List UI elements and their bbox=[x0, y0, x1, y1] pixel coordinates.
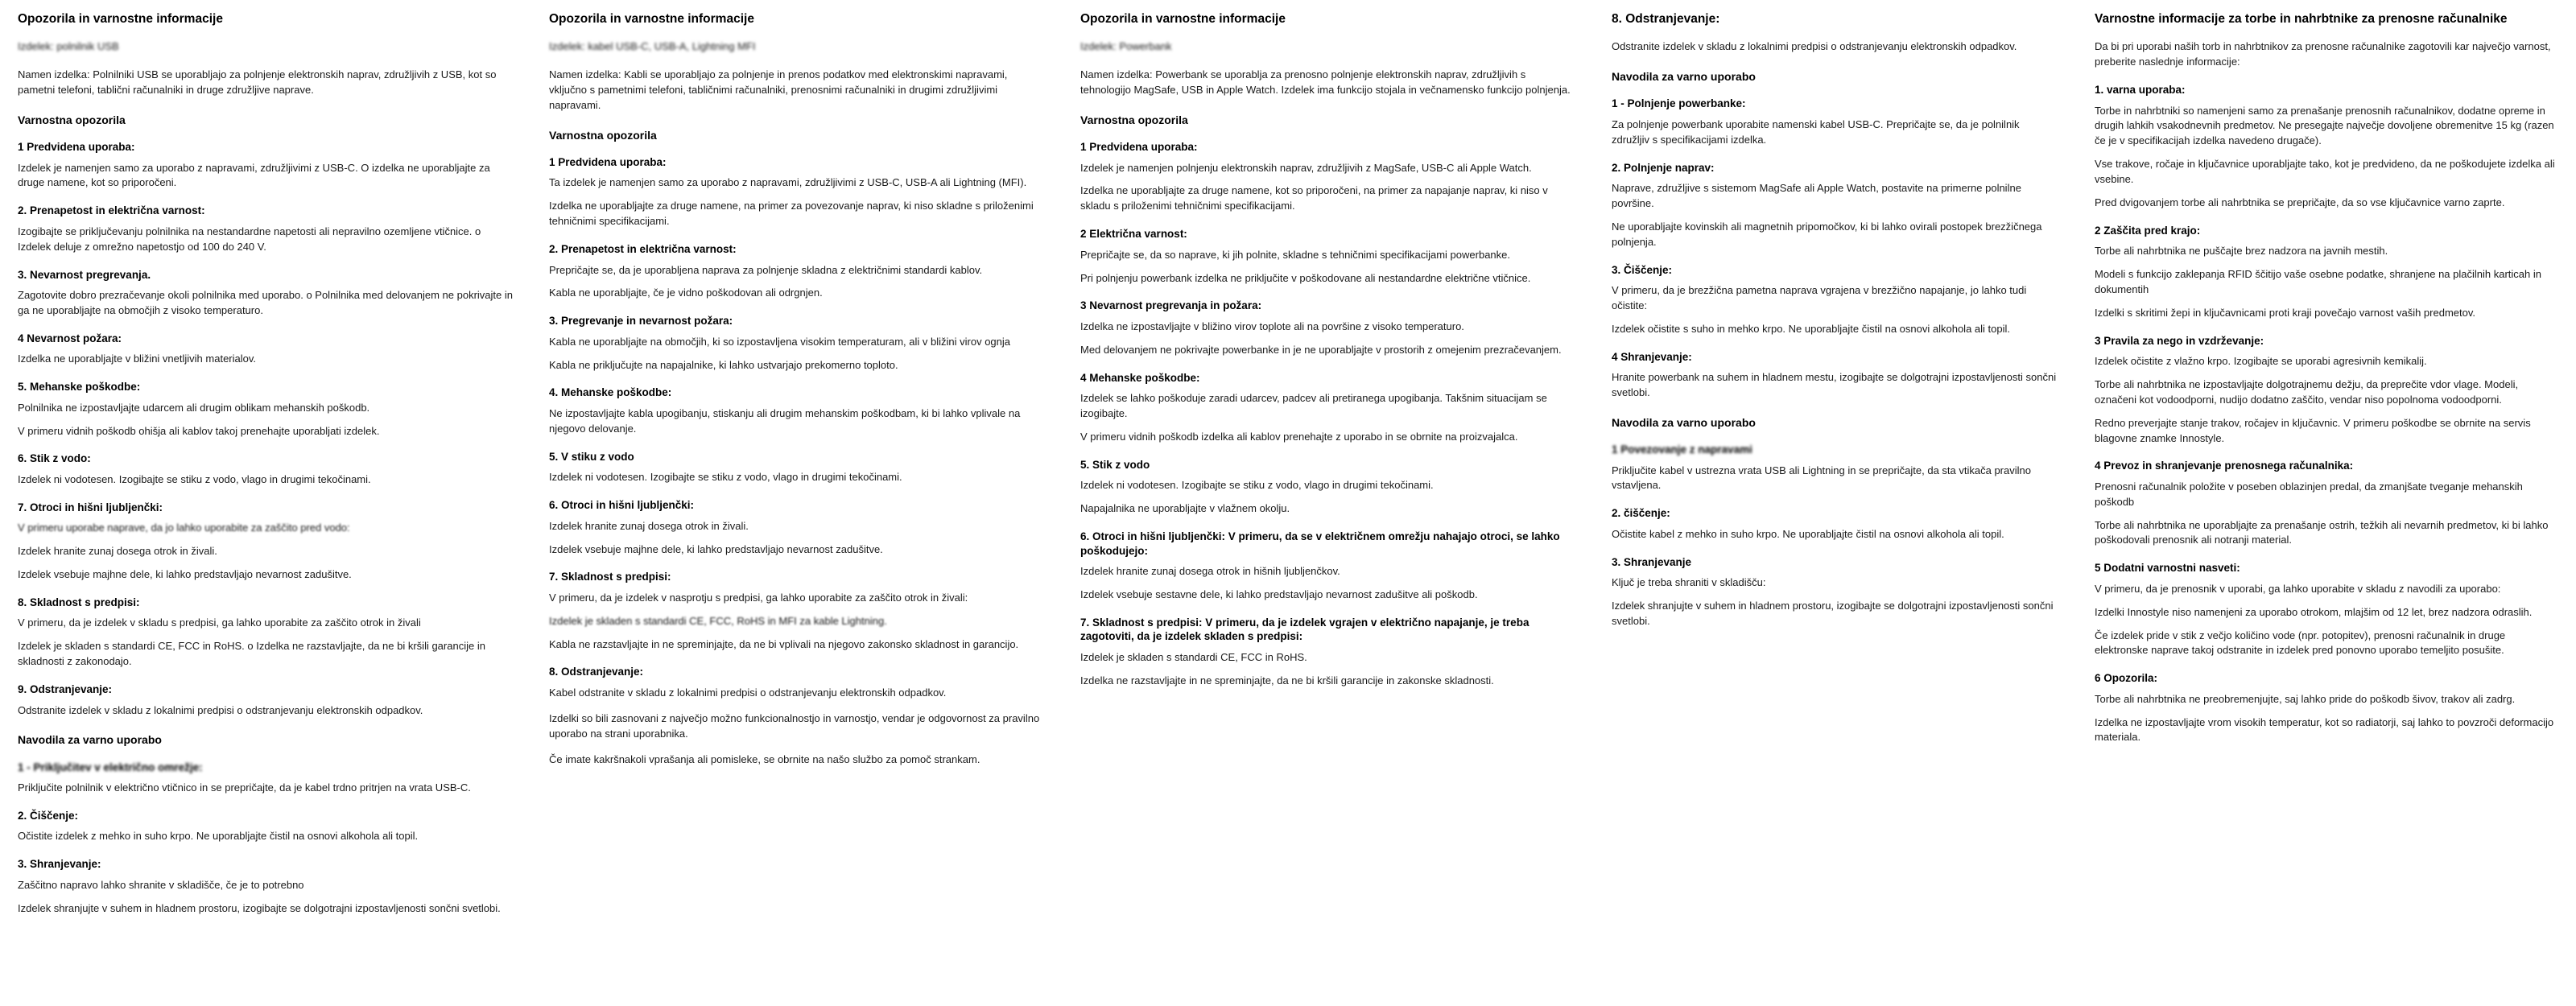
paragraph: Za polnjenje powerbank uporabite namenski kabel USB-C. Prepričajte se, da je polnilnik združljiv s specifikacijami izdelka. bbox=[1612, 118, 2020, 146]
column-title: Varnostne informacije za torbe in nahrbtnike za prenosne računalnike bbox=[2095, 12, 2508, 26]
paragraph: Izdelek shranjujte v suhem in hladnem prostoru, izogibajte se dolgotrajni izpostavljenosti sončni svetlobi. bbox=[1612, 600, 2054, 627]
item-title: 8. Skladnost s predpisi: bbox=[18, 596, 140, 608]
item-title: 1 Predvidena uporaba: bbox=[549, 155, 667, 168]
item-title: 4 Prevoz in shranjevanje prenosnega računalnika: bbox=[2095, 460, 2354, 472]
item-title: 3 Pravila za nego in vzdrževanje: bbox=[2095, 334, 2264, 347]
paragraph: Prenosni računalnik položite v poseben oblazinjen predal, da zmanjšate tveganje mehanskih poškodb bbox=[2095, 480, 2523, 508]
item-title: 6 Opozorila: bbox=[2095, 672, 2158, 685]
paragraph: Izdelek je skladen s standardi CE, FCC in RoHS. bbox=[1080, 650, 1307, 663]
paragraph: Izdelek hranite zunaj dosega otrok in hišnih ljubljenčkov. bbox=[1080, 565, 1340, 578]
item-title: 6. Otroci in hišni ljubljenčki: bbox=[549, 499, 695, 512]
subsection-title: Navodila za varno uporabo bbox=[1612, 415, 1756, 429]
subsection-title: Varnostna opozorila bbox=[18, 113, 126, 126]
paragraph: Modeli s funkcijo zaklepanja RFID ščitijo vaše osebne podatke, shranjene na plačilnih karticah in dokumentih bbox=[2095, 268, 2541, 295]
column-powerbank-continued bbox=[1594, 11, 2077, 1006]
paragraph: Izdelek vsebuje sestavne dele, ki lahko predstavljajo nevarnost zadušitve ali poškodb. bbox=[1080, 588, 1478, 600]
paragraph: Izdelek je skladen s standardi CE, FCC, RoHS in MFI za kable Lightning. bbox=[549, 614, 887, 627]
paragraph: Izdelek ni vodotesen. Izogibajte se stiku z vodo, vlago in drugimi tekočinami. bbox=[18, 472, 371, 485]
paragraph: Napajalnika ne uporabljajte v vlažnem okolju. bbox=[1080, 502, 1290, 515]
paragraph: Vse trakove, ročaje in ključavnice uporabljajte tako, kot je predvideno, da ne poškodujete izdelka ali vsebine. bbox=[2095, 158, 2555, 185]
paragraph: Kabla ne priključujte na napajalnike, ki lahko ustvarjajo prekomerno toploto. bbox=[549, 358, 898, 371]
column-title: Opozorila in varnostne informacije bbox=[18, 12, 223, 26]
item-title: 3. Nevarnost pregrevanja. bbox=[18, 268, 151, 281]
paragraph: Naprave, združljive s sistemom MagSafe ali Apple Watch, postavite na primerne polnilne površine. bbox=[1612, 182, 2021, 210]
item-title: 1 - Priključitev v električno omrežje: bbox=[18, 761, 203, 773]
item-title: 4 Mehanske poškodbe: bbox=[1080, 371, 1200, 384]
paragraph: V primeru, da je brezžična pametna naprava vgrajena v brezžično napajanje, jo lahko tudi očistite: bbox=[1612, 284, 2027, 311]
item-title: 3. Shranjevanje: bbox=[18, 858, 101, 871]
item-title: 9. Odstranjevanje: bbox=[18, 682, 113, 695]
paragraph: Očistite kabel z mehko in suho krpo. Ne uporabljajte čistil na osnovi alkohola ali topil. bbox=[1612, 527, 2004, 540]
paragraph: Med delovanjem ne pokrivajte powerbanke in je ne uporabljajte v prostorih z omejenim prezračevanjem. bbox=[1080, 343, 1562, 356]
paragraph: V primeru uporabe naprave, da jo lahko uporabite za zaščito pred vodo: bbox=[18, 522, 350, 534]
item-title: 2. Prenapetost in električna varnost: bbox=[18, 204, 205, 217]
paragraph: Izdelki so bili zasnovani z največjo možno funkcionalnostjo in varnostjo, vendar je odgovornost za pravilno uporabo na strani uporabnika. bbox=[549, 711, 1040, 740]
item-title: 4. Mehanske poškodbe: bbox=[549, 386, 672, 399]
paragraph: Torbe ali nahrbtnika ne izpostavljajte dolgotrajnemu dežju, da preprečite vdor vlage. Modeli, označeni kot vodoodporni, nudijo dodatno zaščito, vendar niso popolnoma vodoodporni. bbox=[2095, 377, 2519, 406]
paragraph: Zagotovite dobro prezračevanje okoli polnilnika med uporabo. o Polnilnika med delovanjem ne pokrivajte in ga ne uporabljajte na območjih z visoko temperaturo. bbox=[18, 289, 513, 316]
item-title: 8. Odstranjevanje: bbox=[549, 666, 644, 678]
item-title: 1 Predvidena uporaba: bbox=[18, 141, 135, 154]
paragraph: Izdelek se lahko poškoduje zaradi udarcev, padcev ali pretiranega upogibanja. Takšnim situacijam se izogibajte. bbox=[1080, 392, 1547, 420]
paragraph: Izdelek ni vodotesen. Izogibajte se stiku z vodo, vlago in drugimi tekočinami. bbox=[1080, 479, 1434, 492]
paragraph: Namen izdelka: Polnilniki USB se uporabljajo za polnjenje elektronskih naprav, združljivih z USB, kot so pametni telefoni, tablični računalniki in druge združljive naprave. bbox=[18, 68, 497, 97]
column-body bbox=[18, 39, 514, 916]
item-title: 3 Nevarnost pregrevanja in požara: bbox=[1080, 299, 1262, 312]
paragraph: Polnilnika ne izpostavljajte udarcem ali drugim oblikam mehanskih poškodb. bbox=[18, 401, 370, 414]
paragraph: Namen izdelka: Kabli se uporabljajo za polnjenje in prenos podatkov med elektronskimi napravami, vključno s pametnimi telefoni, tabličnimi računalniki, prenosnimi računalniki in drugimi združljivimi napravami. bbox=[549, 68, 1008, 111]
paragraph: Torbe ali nahrbtnika ne puščajte brez nadzora na javnih mestih. bbox=[2095, 245, 2388, 258]
item-title: 5. Mehanske poškodbe: bbox=[18, 381, 141, 394]
column-cable bbox=[531, 11, 1063, 1006]
item-title: 1 Predvidena uporaba: bbox=[1080, 141, 1198, 154]
column-charger bbox=[0, 11, 531, 1006]
column-title: Opozorila in varnostne informacije bbox=[549, 12, 754, 26]
paragraph: Izdelka ne uporabljajte za druge namene, na primer za povezovanje naprav, ki niso skladne s priloženimi tehničnimi specifikacijami. bbox=[549, 200, 1034, 228]
column-body bbox=[1612, 39, 2059, 629]
paragraph: Priključite kabel v ustrezna vrata USB ali Lightning in se prepričajte, da sta vtikača pravilno vstavljena. bbox=[1612, 464, 2031, 492]
product-line: Izdelek: Powerbank bbox=[1080, 40, 1172, 53]
paragraph: Ne izpostavljajte kabla upogibanju, stiskanju ali drugim mehanskim poškodbam, ki bi lahko vplivale na njegovo delovanje. bbox=[549, 407, 1021, 435]
paragraph: Kabel odstranite v skladu z lokalnimi predpisi o odstranjevanju elektronskih odpadkov. bbox=[549, 686, 947, 699]
paragraph: Prepričajte se, da je uporabljena naprava za polnjenje skladna z električnimi standardi kablov. bbox=[549, 263, 983, 276]
item-title: 5 Dodatni varnostni nasveti: bbox=[2095, 562, 2240, 575]
paragraph: Izdelek vsebuje majhne dele, ki lahko predstavljajo nevarnost zadušitve. bbox=[18, 568, 352, 581]
paragraph: Pri polnjenju powerbank izdelka ne priključite v poškodovane ali nestandardne električne vtičnice. bbox=[1080, 271, 1531, 284]
paragraph: Priključite polnilnik v električno vtičnico in se prepričajte, da je kabel trdno pritrjen na vrata USB-C. bbox=[18, 781, 471, 794]
paragraph: Izdelka ne razstavljajte in ne spreminjajte, da ne bi kršili garancije in zakonske skladnosti. bbox=[1080, 674, 1494, 686]
paragraph: Če imate kakršnakoli vprašanja ali pomisleke, se obrnite na našo službo za pomoč strankam. bbox=[549, 752, 980, 765]
paragraph: Izdelek shranjujte v suhem in hladnem prostoru, izogibajte se dolgotrajni izpostavljenosti sončni svetlobi. bbox=[18, 901, 501, 914]
paragraph: Kabla ne razstavljajte in ne spreminjajte, da ne bi vplivali na njegovo zakonsko skladnost in garancijo. bbox=[549, 637, 1019, 650]
item-title: 1. varna uporaba: bbox=[2095, 84, 2186, 97]
item-title: 2. Prenapetost in električna varnost: bbox=[549, 243, 737, 256]
paragraph: Izogibajte se priključevanju polnilnika na nestandardne napetosti ali nepravilno ozemljene vtičnice. o Izdelek deluje z omrežno napetostjo od 100 do 240 V. bbox=[18, 225, 481, 253]
paragraph: V primeru vidnih poškodb izdelka ali kablov prenehajte z uporabo in se obrnite na proizvajalca. bbox=[1080, 430, 1518, 443]
paragraph: Izdelek vsebuje majhne dele, ki lahko predstavljajo nevarnost zadušitve. bbox=[549, 542, 883, 555]
column-title: Opozorila in varnostne informacije bbox=[1080, 12, 1286, 26]
paragraph: Namen izdelka: Powerbank se uporablja za prenosno polnjenje elektronskih naprav, združljivih s tehnologijo MagSafe, USB in Apple Watch. Izdelek ima funkcijo stojala in večnamensko funkcijo polnjenja. bbox=[1080, 68, 1571, 97]
paragraph: Če izdelek pride v stik z večjo količino vode (npr. potopitev), prenosni računalnik in druge elektronske naprave takoj odstranite in izdelek pred ponovno uporabo temeljito posušite. bbox=[2095, 629, 2506, 657]
item-title: 7. Skladnost s predpisi: V primeru, da je izdelek vgrajen v električno napajanje, je treba zagotoviti, da je izdelek skladen s predpisi: bbox=[1080, 616, 1530, 643]
paragraph: Torbe ali nahrbtnika ne preobremenjujte, saj lahko pride do poškodb šivov, trakov ali zadrg. bbox=[2095, 692, 2516, 705]
product-line: Izdelek: polnilnik USB bbox=[18, 40, 119, 53]
paragraph: Izdelka ne uporabljajte v bližini vnetljivih materialov. bbox=[18, 353, 257, 365]
item-title: 6. Stik z vodo: bbox=[18, 452, 91, 465]
column-title: 8. Odstranjevanje: bbox=[1612, 12, 1720, 26]
paragraph: Izdelek je skladen s standardi CE, FCC in RoHS. o Izdelka ne razstavljajte, da ne bi kršili garancije in skladnosti z zakonodajo. bbox=[18, 640, 485, 668]
item-title: 7. Otroci in hišni ljubljenčki: bbox=[18, 501, 163, 513]
column-body bbox=[549, 39, 1045, 767]
paragraph: Izdelka ne izpostavljajte v bližino virov toplote ali na površine z visoko temperaturo. bbox=[1080, 320, 1464, 332]
paragraph: Redno preverjajte stanje trakov, ročajev in ključavnic. V primeru poškodbe se obrnite na servis blagovne znamke Innostyle. bbox=[2095, 416, 2531, 444]
item-title: 3. Čiščenje: bbox=[1612, 263, 1673, 276]
item-title: 2. čiščenje: bbox=[1612, 507, 1670, 520]
paragraph: Torbe in nahrbtniki so namenjeni samo za prenašanje prenosnih računalnikov, dodatne opreme in drugih lahkih vsakodnevnih predmetov. Ne presegajte največje dovoljene obremenitve 15 kg (razen če je v specifikacijah izdelka navedeno drugače). bbox=[2095, 104, 2554, 147]
paragraph: Izdelek hranite zunaj dosega otrok in živali. bbox=[549, 519, 749, 532]
item-title: 3. Shranjevanje bbox=[1612, 555, 1692, 568]
column-body bbox=[1080, 39, 1576, 688]
item-title: 1 Povezovanje z napravami bbox=[1612, 443, 1752, 456]
item-title: 1 - Polnjenje powerbanke: bbox=[1612, 97, 1746, 110]
paragraph: Prepričajte se, da so naprave, ki jih polnite, skladne s tehničnimi specifikacijami powerbanke. bbox=[1080, 248, 1510, 261]
item-title: 4 Shranjevanje: bbox=[1612, 350, 1692, 363]
paragraph: Kabla ne uporabljajte, če je vidno poškodovan ali odrgnjen. bbox=[549, 287, 823, 299]
subsection-title: Varnostna opozorila bbox=[549, 128, 657, 142]
column-powerbank bbox=[1063, 11, 1594, 1006]
paragraph: Ne uporabljajte kovinskih ali magnetnih pripomočkov, ki bi lahko ovirali postopek brezžičnega polnjenja. bbox=[1612, 220, 2042, 248]
item-title: 4 Nevarnost požara: bbox=[18, 332, 122, 344]
item-title: 2. Polnjenje naprav: bbox=[1612, 161, 1715, 174]
column-bags bbox=[2077, 11, 2576, 1006]
paragraph: V primeru, da je izdelek v skladu s predpisi, ga lahko uporabite za zaščito otrok in živali bbox=[18, 616, 421, 629]
paragraph: Ta izdelek je namenjen samo za uporabo z napravami, združljivimi z USB-C, USB-A ali Lightning (MFI). bbox=[549, 176, 1027, 189]
paragraph: Izdelek očistite z vlažno krpo. Izogibajte se uporabi agresivnih kemikalij. bbox=[2095, 355, 2427, 368]
product-line: Izdelek: kabel USB-C, USB-A, Lightning MFI bbox=[549, 40, 756, 53]
paragraph: Zaščitno napravo lahko shranite v skladišče, če je to potrebno bbox=[18, 878, 304, 891]
paragraph: Kabla ne uporabljajte na območjih, ki so izpostavljena visokim temperaturam, ali v bližini virov ognja bbox=[549, 335, 1011, 348]
paragraph: Hranite powerbank na suhem in hladnem mestu, izogibajte se dolgotrajni izpostavljenosti sončni svetlobi. bbox=[1612, 371, 2057, 399]
item-title: 2 Električna varnost: bbox=[1080, 228, 1187, 241]
item-title: 5. V stiku z vodo bbox=[549, 450, 634, 463]
paragraph: Izdelki s skritimi žepi in ključavnicami proti kraji povečajo varnost vaših predmetov. bbox=[2095, 306, 2475, 319]
paragraph: Da bi pri uporabi naših torb in nahrbtnikov za prenosne računalnike zagotovili kar največjo varnost, preberite naslednje informacije: bbox=[2095, 40, 2551, 68]
subsection-title: Navodila za varno uporabo bbox=[18, 733, 162, 747]
paragraph: V primeru, da je prenosnik v uporabi, ga lahko uporabite v skladu z navodili za uporabo: bbox=[2095, 582, 2501, 595]
paragraph: Odstranite izdelek v skladu z lokalnimi predpisi o odstranjevanju elektronskih odpadkov. bbox=[18, 703, 423, 716]
paragraph: Izdelka ne izpostavljajte vrom visokih temperatur, kot so radiatorji, saj lahko to povzroči deformacijo materiala. bbox=[2095, 715, 2554, 744]
item-title: 6. Otroci in hišni ljubljenčki: V primeru, da se v električnem omrežju nahajajo otroci, se lahko poškodujejo: bbox=[1080, 530, 1560, 557]
paragraph: Torbe ali nahrbtnika ne uporabljajte za prenašanje ostrih, težkih ali nevarnih predmetov, ki bi lahko poškodovali prenosnik ali notranji material. bbox=[2095, 518, 2549, 546]
subsection-title: Varnostna opozorila bbox=[1080, 113, 1188, 126]
paragraph: Izdelek hranite zunaj dosega otrok in živali. bbox=[18, 545, 217, 558]
paragraph: Izdelek ni vodotesen. Izogibajte se stiku z vodo, vlago in drugimi tekočinami. bbox=[549, 471, 902, 484]
paragraph: Izdelek očistite s suho in mehko krpo. Ne uporabljajte čistil na osnovi alkohola ali topil. bbox=[1612, 322, 2010, 335]
item-title: 3. Pregrevanje in nevarnost požara: bbox=[549, 315, 733, 328]
paragraph: Izdelki Innostyle niso namenjeni za uporabo otrokom, mlajšim od 12 let, brez nadzora odraslih. bbox=[2095, 605, 2533, 618]
paragraph: Ključ je treba shraniti v skladišču: bbox=[1612, 576, 1766, 589]
subsection-title: Navodila za varno uporabo bbox=[1612, 70, 1756, 84]
paragraph: V primeru, da je izdelek v nasprotju s predpisi, ga lahko uporabite za zaščito otrok in živali: bbox=[549, 591, 968, 604]
item-title: 5. Stik z vodo bbox=[1080, 458, 1150, 471]
item-title: 2 Zaščita pred krajo: bbox=[2095, 224, 2201, 237]
paragraph: Izdelek je namenjen polnjenju elektronskih naprav, združljivih z MagSafe, USB-C ali Apple Watch. bbox=[1080, 161, 1532, 174]
column-body bbox=[2095, 39, 2558, 745]
paragraph: Očistite izdelek z mehko in suho krpo. Ne uporabljajte čistil na osnovi alkohola ali topil. bbox=[18, 830, 419, 843]
paragraph: Izdelka ne uporabljajte za druge namene, kot so priporočeni, na primer za napajanje naprav, ki niso v skladu s priloženimi tehničnimi specifikacijami. bbox=[1080, 184, 1548, 212]
paragraph: Odstranite izdelek v skladu z lokalnimi predpisi o odstranjevanju elektronskih odpadkov. bbox=[1612, 40, 2017, 53]
item-title: 2. Čiščenje: bbox=[18, 809, 79, 822]
paragraph: Pred dvigovanjem torbe ali nahrbtnika se prepričajte, da so vse ključavnice varno zaprte. bbox=[2095, 196, 2505, 208]
paragraph: Izdelek je namenjen samo za uporabo z napravami, združljivimi z USB-C. O izdelka ne uporabljajte za druge namene, kot so priporočeni. bbox=[18, 161, 490, 189]
item-title: 7. Skladnost s predpisi: bbox=[549, 571, 671, 583]
paragraph: V primeru vidnih poškodb ohišja ali kablov takoj prenehajte uporabljati izdelek. bbox=[18, 424, 380, 437]
